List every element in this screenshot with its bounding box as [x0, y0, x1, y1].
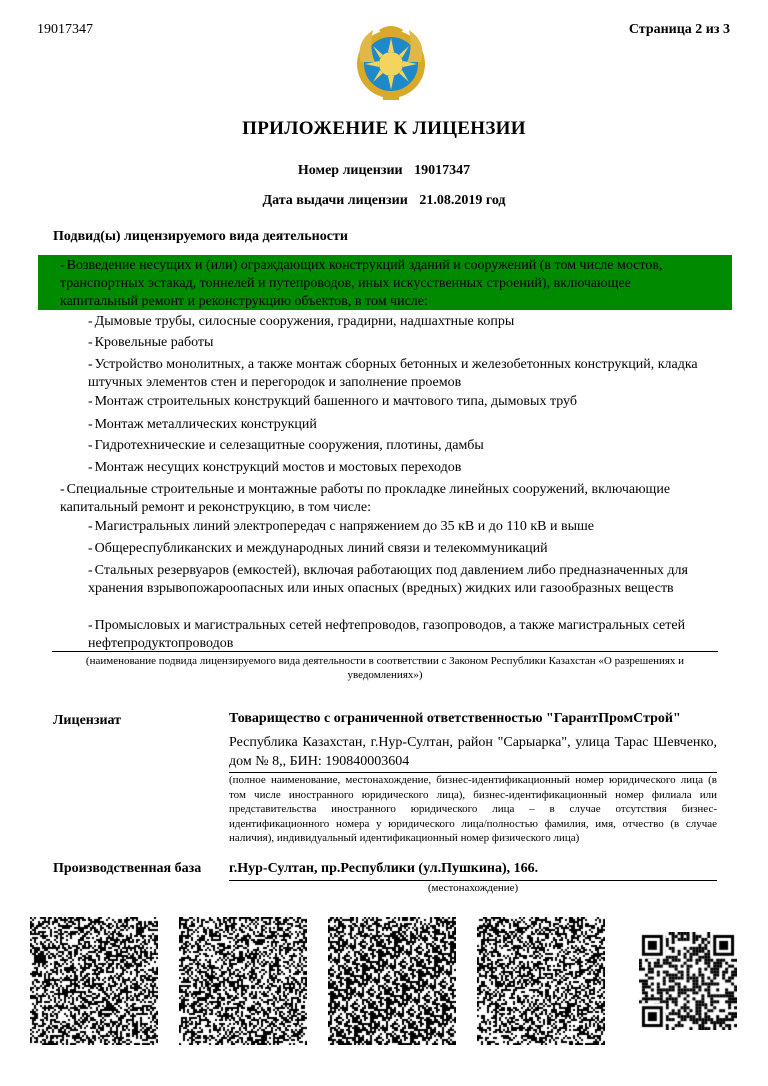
document-title: ПРИЛОЖЕНИЕ К ЛИЦЕНЗИИ [242, 118, 526, 139]
licensee-caption: (полное наименование, местонахождение, бизнес-идентификационный номер юридического лица (в том числе иностранного юридического лица), бизнес-идентификационный номер филиала или представительства иностранного юридического лица – в случае отсутствия бизнес-идентификационного номера у юридического лица/полностью фамилия, имя, отчество (в случае наличия), индивидуальный идентификационный номер физического лица) [229, 774, 717, 844]
list-item: - Промысловых и магистральных сетей нефтепроводов, газопроводов, а также магистральных сетей нефтепродуктопроводов [88, 618, 686, 651]
list-item: - Магистральных линий электропередач с напряжением до 35 кВ и до 110 кВ и выше [88, 519, 594, 534]
qr-code-icon [179, 917, 307, 1045]
state-emblem-icon [351, 22, 431, 102]
activity-group-1: - Возведение несущих и (или) ограждающих конструкций зданий и сооружений (в том числе мостов, транспортных эстакад, тоннелей и путепроводов, иных искусственных строений), включающее капитальный ремонт и реконструкцию объектов, в том числе: [60, 258, 663, 309]
license-number-row [0, 163, 768, 179]
license-date-value: 21.08.2019 год [419, 193, 506, 208]
licensee-label: Лицензиат [53, 713, 122, 728]
qr-code-icon [639, 932, 737, 1030]
production-base-label: Производственная база [53, 861, 202, 876]
list-item: - Устройство монолитных, а также монтаж сборных бетонных и железобетонных конструкций, кладка штучных элементов стен и перегородок и заполнение проемов [88, 357, 698, 390]
activity-text: Возведение несущих и (или) ограждающих конструкций зданий и сооружений (в том числе мостов, транспортных эстакад, тоннелей и путепроводов, иных искусственных строений), включающее капитальный ремонт и реконструкцию объектов, в том числе: [60, 258, 663, 309]
page-indicator: Страница 2 из 3 [628, 22, 730, 37]
document-number: 19017347 [37, 22, 93, 37]
license-date-label: Дата выдачи лицензии [262, 193, 408, 208]
qr-code-icon [477, 917, 605, 1045]
activity-text: Специальные строительные и монтажные работы по прокладке линейных сооружений, включающие капитальный ремонт и реконструкцию, в том числе: [60, 482, 671, 515]
qr-code-icon [30, 917, 158, 1045]
subtypes-heading: Подвид(ы) лицензируемого вида деятельности [53, 229, 348, 244]
qr-code-icon [328, 917, 456, 1045]
list-item: - Кровельные работы [88, 335, 214, 350]
list-item: - Дымовые трубы, силосные сооружения, градирни, надшахтные копры [88, 314, 515, 329]
production-base-value: г.Нур-Султан, пр.Республики (ул.Пушкина), 166. [229, 861, 539, 876]
production-base-caption: (местонахождение) [427, 882, 519, 894]
list-item: - Гидротехнические и селезащитные сооружения, плотины, дамбы [88, 438, 484, 453]
licensee-address: Республика Казахстан, г.Нур-Султан, район "Сарыарка", улица Тарас Шевченко, дом № 8,, БИН: 190840003604 [229, 735, 717, 769]
list-item: - Монтаж строительных конструкций башенного и мачтового типа, дымовых труб [88, 394, 577, 409]
list-item: - Монтаж несущих конструкций мостов и мостовых переходов [88, 460, 462, 475]
activity-group-2: - Специальные строительные и монтажные работы по прокладке линейных сооружений, включающие капитальный ремонт и реконструкцию, в том числе: [60, 482, 671, 515]
subtypes-caption: (наименование подвида лицензируемого вида деятельности в соответствии с Законом Республики Казахстан «О разрешениях и уведомлениях») [85, 655, 685, 681]
license-date-row [0, 193, 768, 209]
license-number-value: 19017347 [414, 163, 471, 178]
list-item: - Монтаж металлических конструкций [88, 417, 317, 432]
license-number-label: Номер лицензии [297, 163, 403, 178]
divider [52, 651, 718, 652]
divider [229, 880, 717, 881]
list-item: - Стальных резервуаров (емкостей), включая работающих под давлением либо предназначенных для хранения взрывопожароопасных или иных опасных (вредных) жидких или газообразных веществ [88, 563, 688, 596]
licensee-name: Товарищество с ограниченной ответственностью "ГарантПромСтрой" [229, 711, 681, 726]
list-item: - Общереспубликанских и международных линий связи и телекоммуникаций [88, 541, 548, 556]
